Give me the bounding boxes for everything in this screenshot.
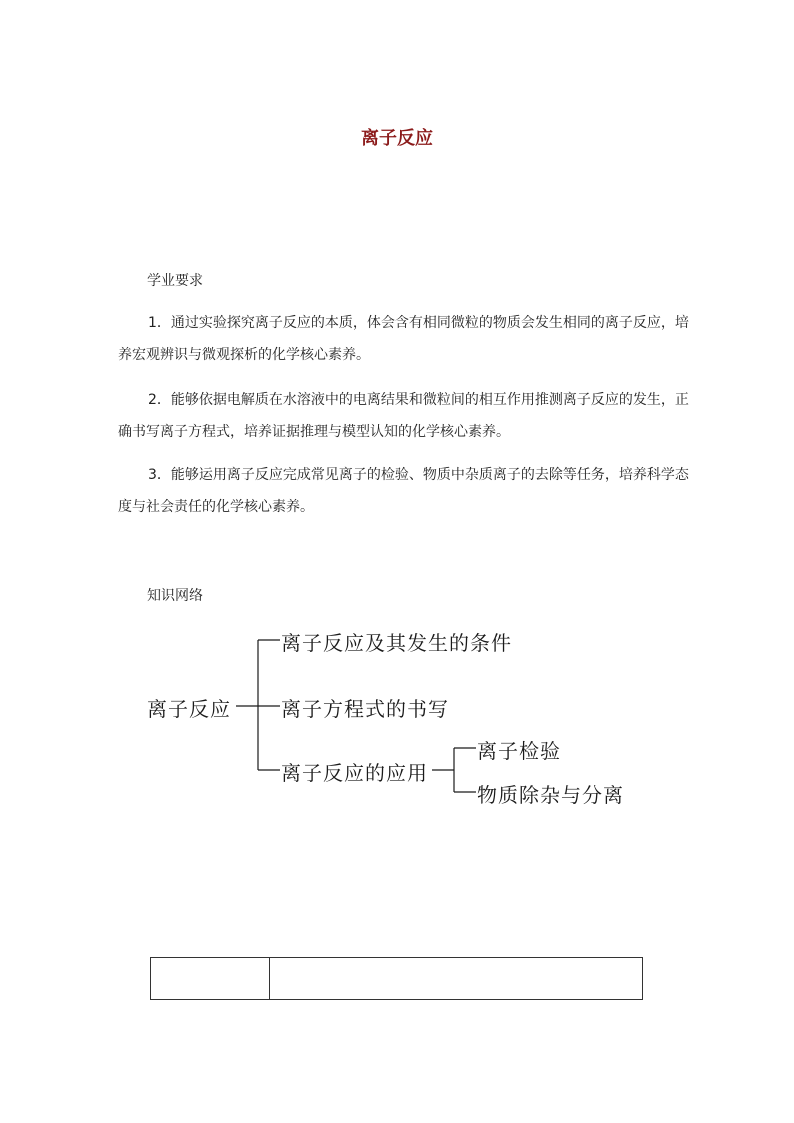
requirement-item-2: 2．能够依据电解质在水溶液中的电离结果和微粒间的相互作用推测离子反应的发生，正确书写离子方程式，培养证据推理与模型认知的化学核心素养。 xyxy=(118,392,689,440)
requirement-item-3: 3．能够运用离子反应完成常见离子的检验、物质中杂质离子的去除等任务，培养科学态度与社会责任的化学核心素养。 xyxy=(118,467,689,515)
page-title: 离子反应 xyxy=(361,128,433,149)
knowledge-network-heading: 知识网络 xyxy=(147,588,203,604)
network-root: 离子反应 xyxy=(147,697,231,721)
requirement-item-1: 1．通过实验探究离子反应的本质，体会含有相同微粒的物质会发生相同的离子反应，培养宏观辨识与微观探析的化学核心素养。 xyxy=(118,315,689,363)
network-branch-conditions: 离子反应及其发生的条件 xyxy=(281,631,512,655)
network-sub-purification-separation: 物质除杂与分离 xyxy=(477,783,624,807)
table-row xyxy=(151,958,643,1000)
empty-table xyxy=(150,957,643,1000)
table-cell-right xyxy=(270,958,643,1000)
network-branch-applications: 离子反应的应用 xyxy=(281,761,428,785)
network-sub-ion-detection: 离子检验 xyxy=(477,739,561,763)
requirements-heading: 学业要求 xyxy=(147,273,203,289)
table-cell-left xyxy=(151,958,270,1000)
network-branch-equation-writing: 离子方程式的书写 xyxy=(281,697,449,721)
